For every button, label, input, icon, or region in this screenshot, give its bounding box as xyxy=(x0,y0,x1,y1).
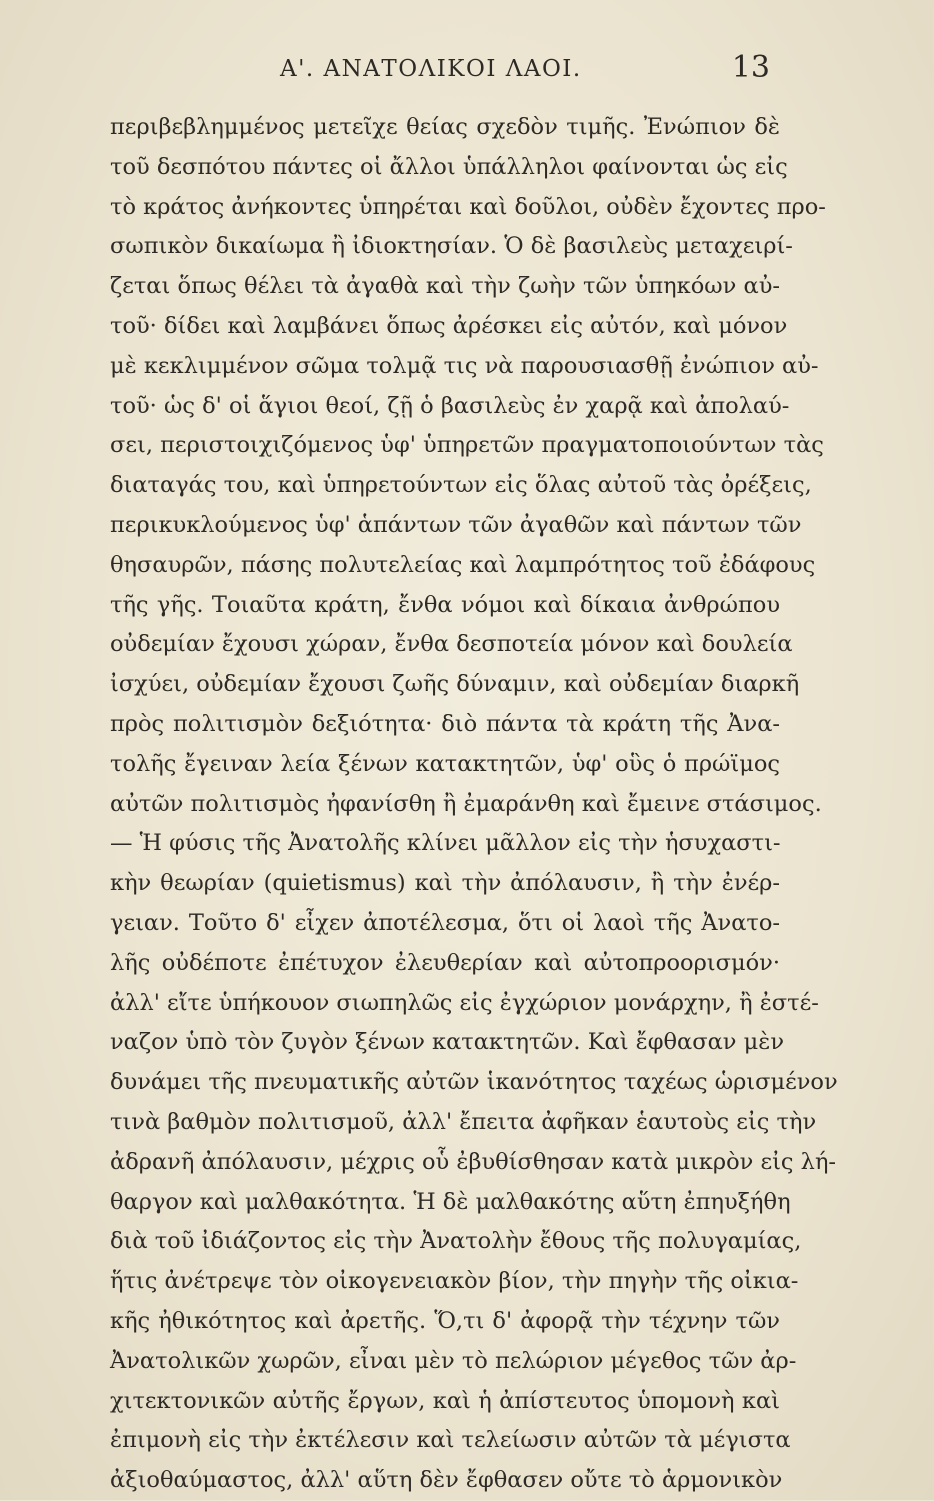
text-line: δυνάμει τῆς πνευματικῆς αὐτῶν ἱκανότητος ταχέως ὡρισμένον xyxy=(110,1069,838,1096)
text-line: ζεται ὅπως θέλει τὰ ἀγαθὰ καὶ τὴν ζωὴν τῶν ὑπηκόων αὐ- xyxy=(110,273,780,300)
text-line: κῆς ἠθικότητος καὶ ἀρετῆς. Ὅ,τι δ' ἀφορᾷ τὴν τέχνην τῶν xyxy=(110,1307,780,1334)
text-line: Ἀνατολικῶν χωρῶν, εἶναι μὲν τὸ πελώριον μέγεθος τῶν ἀρ- xyxy=(110,1347,797,1374)
text-line: περικυκλούμενος ὑφ' ἁπάντων τῶν ἀγαθῶν καὶ πάντων τῶν xyxy=(110,511,802,538)
text-line: τοῦ· ὡς δ' οἱ ἅγιοι θεοί, ζῇ ὁ βασιλεὺς ἐν χαρᾷ καὶ ἀπολαύ- xyxy=(110,392,790,419)
text-line: ναζον ὑπὸ τὸν ζυγὸν ξένων κατακτητῶν. Καὶ ἔφθασαν μὲν xyxy=(110,1029,785,1056)
text-line: πρὸς πολιτισμὸν δεξιότητα· διὸ πάντα τὰ κράτη τῆς Ἀνα- xyxy=(110,710,780,737)
text-line: λῆς οὐδέποτε ἐπέτυχον ἐλευθερίαν καὶ αὐτοπροορισμόν· xyxy=(110,949,780,976)
text-line: — Ἡ φύσις τῆς Ἀνατολῆς κλίνει μᾶλλον εἰς τὴν ἡσυχαστι- xyxy=(110,830,781,857)
text-line: κὴν θεωρίαν (quietismus) καὶ τὴν ἀπόλαυσιν, ἢ τὴν ἐνέρ- xyxy=(110,870,780,897)
text-line: γειαν. Τοῦτο δ' εἶχεν ἀποτέλεσμα, ὅτι οἱ λαοὶ τῆς Ἀνατο- xyxy=(110,909,780,936)
text-line: τὸ κράτος ἀνήκοντες ὑπηρέται καὶ δοῦλοι, οὐδὲν ἔχοντες προ- xyxy=(110,193,826,220)
text-line: σει, περιστοιχιζόμενος ὑφ' ὑπηρετῶν πραγματοποιούντων τὰς xyxy=(110,432,824,459)
text-line: χιτεκτονικῶν αὐτῆς ἔργων, καὶ ἡ ἀπίστευτος ὑπομονὴ καὶ xyxy=(110,1387,780,1414)
text-line: τοῦ δεσπότου πάντες οἱ ἄλλοι ὑπάλληλοι φαίνονται ὡς εἰς xyxy=(110,153,788,180)
text-line: ἰσχύει, οὐδεμίαν ἔχουσι ζωῆς δύναμιν, καὶ οὐδεμίαν διαρκῆ xyxy=(110,671,800,698)
running-title: Α'. ΑΝΑΤΟΛΙΚΟΙ ΛΑΟΙ. xyxy=(280,56,582,82)
page-header xyxy=(110,50,770,96)
text-line: ἀδρανῆ ἀπόλαυσιν, μέχρις οὗ ἐβυθίσθησαν κατὰ μικρὸν εἰς λή- xyxy=(110,1148,837,1175)
text-line: διὰ τοῦ ἰδιάζοντος εἰς τὴν Ἀνατολὴν ἔθους τῆς πολυγαμίας, xyxy=(110,1228,802,1255)
text-line: μὲ κεκλιμμένον σῶμα τολμᾷ τις νὰ παρουσιασθῇ ἐνώπιον αὐ- xyxy=(110,352,819,379)
text-line: τολῆς ἔγειναν λεία ξένων κατακτητῶν, ὑφ' οὓς ὁ πρώϊμος xyxy=(110,750,780,777)
text-line: ἀλλ' εἴτε ὑπήκουον σιωπηλῶς εἰς ἐγχώριον μονάρχην, ἢ ἐστέ- xyxy=(110,989,819,1016)
text-line: οὐδεμίαν ἔχουσι χώραν, ἔνθα δεσποτεία μόνον καὶ δουλεία xyxy=(110,631,793,658)
text-line: ἐπιμονὴ εἰς τὴν ἐκτέλεσιν καὶ τελείωσιν αὐτῶν τὰ μέγιστα xyxy=(110,1427,791,1454)
text-line: σωπικὸν δικαίωμα ἢ ἰδιοκτησίαν. Ὁ δὲ βασιλεὺς μεταχειρί- xyxy=(110,233,793,260)
text-line: τῆς γῆς. Τοιαῦτα κράτη, ἔνθα νόμοι καὶ δίκαια ἀνθρώπου xyxy=(110,591,780,618)
text-line: τινὰ βαθμὸν πολιτισμοῦ, ἀλλ' ἔπειτα ἀφῆκαν ἑαυτοὺς εἰς τὴν xyxy=(110,1108,817,1135)
text-line: διαταγάς του, καὶ ὑπηρετούντων εἰς ὅλας αὐτοῦ τὰς ὀρέξεις, xyxy=(110,472,812,499)
text-line: θαργον καὶ μαλθακότητα. Ἡ δὲ μαλθακότης αὕτη ἐπηυξήθη xyxy=(110,1188,791,1215)
text-line: περιβεβλημμένος μετεῖχε θείας σχεδὸν τιμῆς. Ἐνώπιον δὲ xyxy=(110,114,780,140)
text-line: τοῦ· δίδει καὶ λαμβάνει ὅπως ἀρέσκει εἰς αὐτόν, καὶ μόνον xyxy=(110,312,788,339)
text-line: θησαυρῶν, πάσης πολυτελείας καὶ λαμπρότητος τοῦ ἐδάφους xyxy=(110,551,816,578)
text-line: αὐτῶν πολιτισμὸς ἠφανίσθη ἢ ἐμαράνθη καὶ ἔμεινε στάσιμος. xyxy=(110,790,822,817)
text-line: ἥτις ἀνέτρεψε τὸν οἰκογενειακὸν βίον, τὴν πηγὴν τῆς οἰκια- xyxy=(110,1268,799,1295)
page-number: 13 xyxy=(731,50,770,85)
text-line: ἀξιοθαύμαστος, ἀλλ' αὕτη δὲν ἔφθασεν οὔτε τὸ ἁρμονικὸν xyxy=(110,1467,783,1494)
body-text xyxy=(110,108,838,1501)
